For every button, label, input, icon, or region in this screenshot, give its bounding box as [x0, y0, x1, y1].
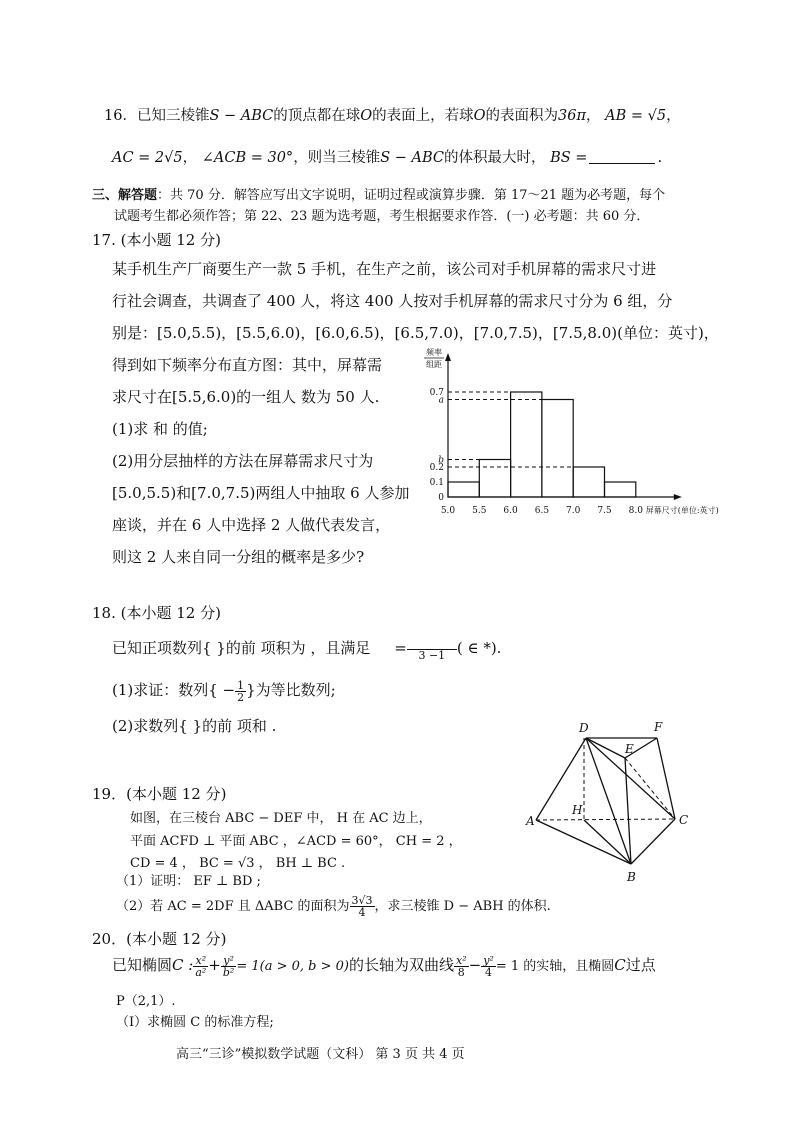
- q16-line1: [104, 104, 681, 125]
- q17-line: 座谈，并在 6 人中选择 2 人做代表发言，: [112, 516, 391, 534]
- q16-math-angle: ∠ACB = 30°: [201, 150, 294, 166]
- q20-line3: （Ⅰ）求椭圆 C 的标准方程;: [116, 1015, 274, 1030]
- label-a: A: [526, 814, 535, 828]
- q16-math-o: O: [360, 108, 373, 124]
- q17-line: 行社会调查，共调查了 400 人，将这 400 人按对手机屏幕的需求尺寸分为 6 组，分: [112, 292, 673, 310]
- q16-math-o: O: [473, 108, 486, 124]
- y-tick-label: a: [438, 395, 444, 406]
- q19-text: ，求三棱锥 D − ABH 的体积.: [374, 899, 551, 914]
- q20-line1: [112, 954, 656, 978]
- section3-heading: 三、解答题: [92, 188, 158, 203]
- x-tick-label: 6.5: [534, 506, 550, 516]
- q16-text: 的表面积为: [485, 108, 559, 124]
- histogram-bar: [605, 482, 636, 497]
- q16-math-area: 36π: [558, 108, 587, 124]
- q20-minus: −: [468, 956, 482, 974]
- q19-title: 19．(本小题 12 分): [92, 785, 227, 803]
- q20-plus: +: [208, 956, 221, 974]
- q17-line: (2)用分层抽样的方法在屏幕需求尺寸为: [112, 452, 374, 470]
- q20-frac-den: b²: [222, 965, 235, 979]
- x-tick-label: 5.5: [472, 506, 487, 516]
- label-e: E: [625, 742, 634, 756]
- q20-line2: P（2,1）.: [116, 994, 176, 1009]
- q18-half-num: 1: [237, 678, 245, 692]
- q18-line3: (2)求数列{ }的前 项和 .: [112, 717, 277, 735]
- q17-line: 某手机生产厂商要生产一款 5 手机，在生产之前，该公司对手机屏幕的需求尺寸进: [112, 260, 657, 278]
- q16-number: 16．: [104, 108, 137, 124]
- q16-text: 已知三棱锥: [136, 108, 210, 124]
- q20-frac-num: y²: [221, 955, 236, 967]
- q16-text: ，则当三棱锥: [293, 150, 381, 166]
- q19-line: 如图，在三棱台 ABC − DEF 中， H 在 AC 边上，: [130, 811, 432, 826]
- answer-blank: [589, 149, 655, 164]
- label-f: F: [654, 720, 663, 734]
- y-tick-label: 0.2: [429, 463, 444, 473]
- q17-line: 别是：[5.0,5.5)，[5.5,6.0)，[6.0,6.5)，[6.5,7.0)，[7.0,7.5)，[7.5,8.0)(单位：英寸)，: [112, 324, 719, 342]
- label-h: H: [572, 803, 583, 817]
- q17-title: 17. (本小题 12 分): [92, 231, 221, 249]
- q16-math-sabc: S − ABC: [209, 108, 274, 124]
- y-axis-label-top: 频率: [426, 348, 442, 357]
- page-footer: 高三“三诊”模拟数学试题（文科） 第 3 页 共 4 页: [176, 1047, 465, 1062]
- q16-math-ac: AC = 2√5: [112, 150, 183, 166]
- q20-frac-num: y²: [483, 953, 494, 967]
- q20-text: 的长轴为双曲线: [348, 956, 454, 974]
- q19-area-den: 4: [358, 906, 366, 919]
- x-axis-label: 屏幕尺寸(单位:英寸): [645, 506, 719, 515]
- q20-frac-den: 4: [485, 965, 492, 979]
- x-axis-arrow: [674, 494, 682, 500]
- q18-fraction-den: 3 −1: [418, 648, 446, 662]
- label-d: D: [579, 721, 589, 735]
- q20-text: 过点: [625, 956, 656, 974]
- q16-math-bs: BS =: [550, 150, 588, 166]
- section3-line1: [92, 184, 665, 203]
- q18-fraction: [407, 638, 457, 661]
- x-tick-label: 7.0: [566, 506, 581, 516]
- q20-frac-num: x²: [193, 955, 208, 967]
- q16-text: .: [657, 150, 663, 166]
- q16-text: 的顶点都在球: [273, 108, 361, 124]
- q20-math: = 1(a > 0, b > 0): [236, 959, 349, 974]
- histogram-bar: [573, 467, 604, 497]
- histogram-bar: [511, 392, 542, 497]
- x-tick-label: 5.0: [440, 506, 456, 516]
- section3-text: ：共 70 分．解答应写出文字说明，证明过程或演算步骤．第 17～21 题为必考题，每个: [157, 188, 666, 203]
- q17-line: [5.0,5.5)和[7.0,7.5)两组人中抽取 6 人参加: [112, 484, 410, 502]
- q20-frac-den: 8: [457, 965, 465, 979]
- y-tick-label: b: [438, 455, 444, 466]
- q20-frac-den: a²: [195, 965, 207, 979]
- q19-area-num: 3√3: [351, 894, 373, 907]
- x-tick-label: 6.0: [503, 506, 518, 516]
- q16-text: 的体积最大时，: [443, 150, 546, 166]
- q20-frac-x: [193, 955, 208, 978]
- q20-frac-hy: [481, 955, 496, 978]
- frustum-figure: [522, 718, 698, 890]
- label-c: C: [679, 813, 689, 827]
- q18-text: }为等比数列;: [246, 681, 336, 699]
- q19-text: （2）若 AC = 2DF 且 ΔABC 的面积为: [116, 899, 350, 914]
- frequency-histogram: [418, 345, 758, 525]
- q19-line: CD = 4 ， BC = √3 ， BH ⊥ BC .: [130, 856, 346, 871]
- q18-half-den: 2: [237, 690, 245, 704]
- q16-math-sabc: S − ABC: [380, 150, 444, 166]
- q18-title: 18. (本小题 12 分): [92, 604, 221, 622]
- q18-text: 已知正项数列{ }的前 项积为 ，且满足: [112, 639, 371, 657]
- q18-text: (1)求证：数列{ −: [112, 681, 236, 699]
- q17-line: 得到如下频率分布直方图：其中，屏幕需: [112, 356, 383, 374]
- q16-text: ，: [586, 108, 601, 124]
- q18-line2: [112, 679, 336, 703]
- q20-text: 已知椭圆: [112, 956, 173, 974]
- q18-equals: =: [394, 639, 407, 657]
- q17-line: 则这 2 人来自同一分组的概率是多少?: [112, 548, 365, 566]
- q19-line: （1）证明： EF ⊥ BD ;: [116, 874, 261, 889]
- label-b: B: [627, 870, 636, 884]
- q19-line: 平面 ACFD ⊥ 平面 ABC ，∠ACD = 60°， CH = 2 ，: [130, 834, 462, 849]
- y-axis-arrow: [445, 353, 451, 361]
- x-tick-label: 7.5: [597, 506, 612, 516]
- q20-title: 20．(本小题 12 分): [92, 930, 227, 948]
- histogram-bar: [479, 460, 510, 498]
- q20-text: = 1 的实轴，且椭圆: [495, 959, 615, 974]
- q19-line5: [116, 895, 551, 918]
- y-axis-label-bottom: 组距: [426, 360, 442, 369]
- histogram-bar: [448, 482, 479, 497]
- q20-frac-num: x²: [455, 953, 467, 967]
- x-tick-label: 8.0: [628, 506, 643, 516]
- q16-math-ab: AB = √5: [605, 108, 667, 124]
- q20-math: C: [614, 956, 626, 974]
- q20-math: C :: [172, 956, 194, 974]
- q18-line1: [112, 637, 501, 661]
- q16-text: ，: [182, 150, 198, 166]
- q17-line: (1)求 和 的值;: [112, 420, 208, 438]
- q16-line2: [112, 146, 662, 167]
- q16-text: ，: [666, 108, 681, 124]
- q17-line: 求尺寸在[5.5,6.0)的一组人 数为 50 人.: [112, 388, 380, 406]
- q19-area-fraction: [350, 895, 375, 918]
- q18-text: ( ∈ *).: [456, 639, 502, 657]
- q20-frac-y: [221, 955, 236, 978]
- q18-half: [235, 680, 246, 703]
- section3-line2: 试题考生都必须作答；第 22、23 题为选考题，考生根据要求作答．(一) 必考题：共 60 分．: [114, 209, 650, 224]
- y-tick-label: 0.7: [429, 388, 444, 398]
- histogram-bar: [542, 400, 573, 498]
- y-tick-label: 0: [438, 493, 444, 503]
- q16-text: 的表面上，若球: [372, 108, 474, 124]
- q20-frac-hx: [454, 955, 469, 978]
- y-tick-label: 0.1: [429, 478, 444, 488]
